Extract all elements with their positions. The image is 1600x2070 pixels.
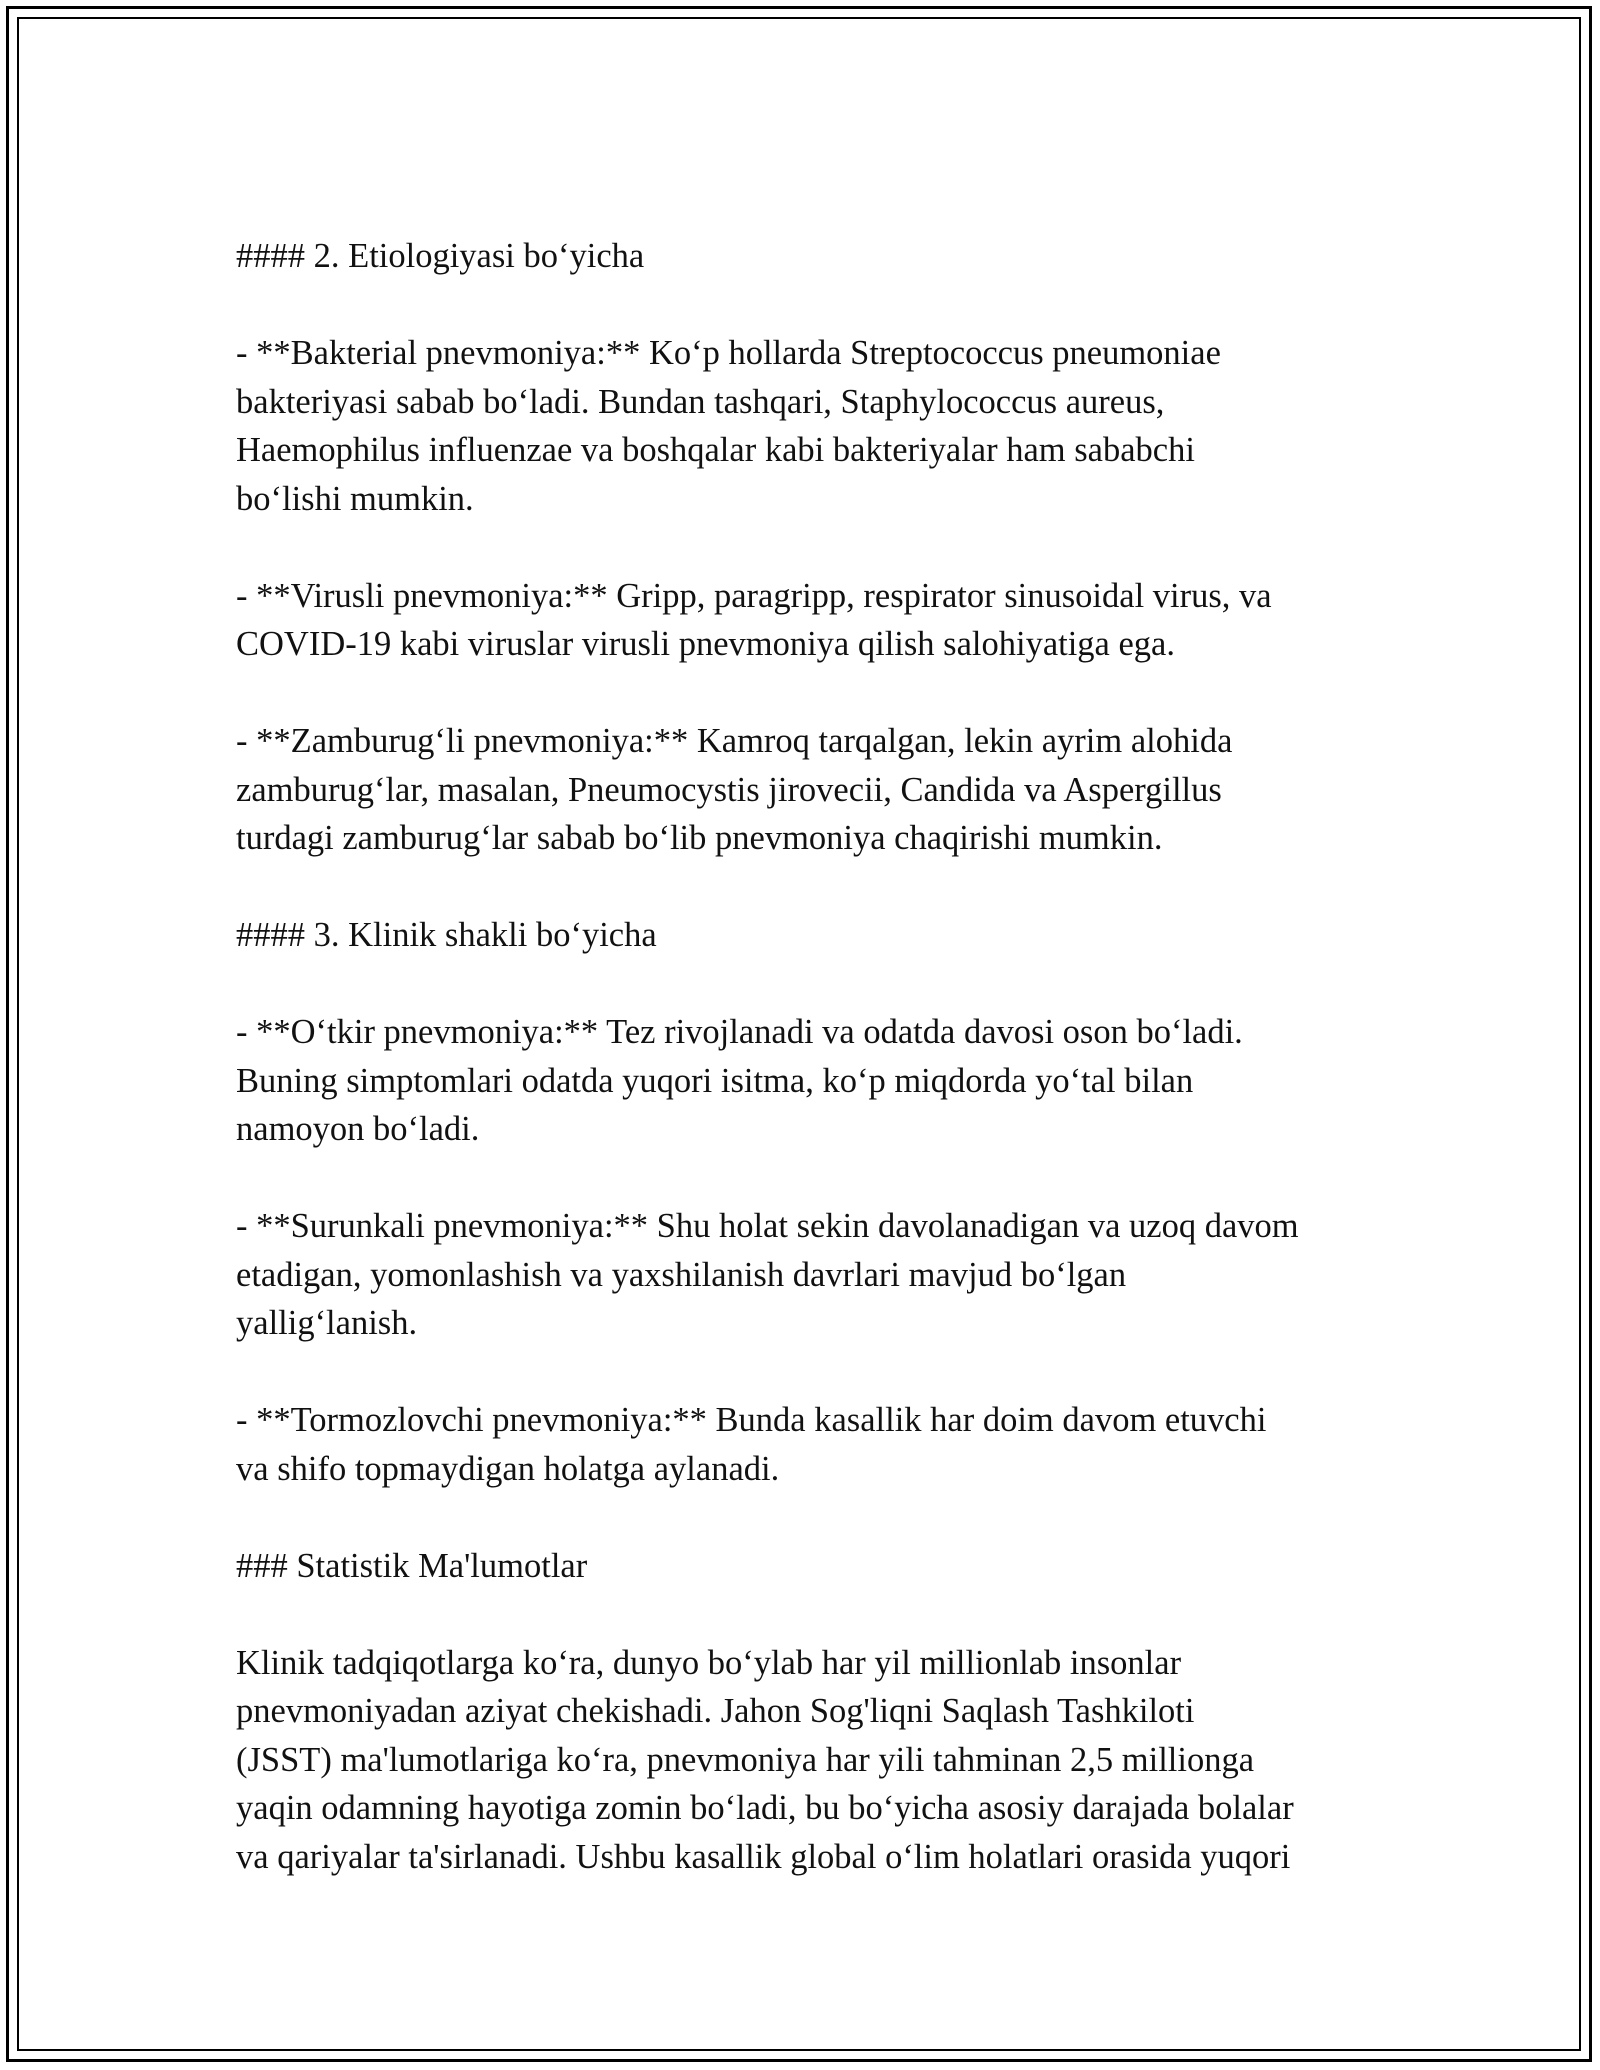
paragraph-persistent-pneumonia: - **Tormozlovchi pnevmoniya:** Bunda kasallik har doim davom etuvchi va shifo topmaydigan holatga aylanadi. — [236, 1401, 1267, 1488]
document-body — [236, 232, 1376, 1881]
paragraph-fungal-pneumonia: - **Zamburug‘li pnevmoniya:** Kamroq tarqalgan, lekin ayrim alohida zamburug‘lar, masalan, Pneumocystis jirovecii, Candida va Aspergillus turdagi zamburug‘lar sabab bo‘lib pnevmoniya chaqirishi mumkin. — [236, 722, 1233, 857]
heading-statistics: ### Statistik Ma'lumotlar — [236, 1546, 588, 1585]
paragraph-acute-pneumonia: - **O‘tkir pnevmoniya:** Tez rivojlanadi va odatda davosi oson bo‘ladi. Buning simptomlari odatda yuqori isitma, ko‘p miqdorda yo‘tal bilan namoyon bo‘ladi. — [236, 1013, 1243, 1148]
paragraph-chronic-pneumonia: - **Surunkali pnevmoniya:** Shu holat sekin davolanadigan va uzoq davom etadigan, yomonlashish va yaxshilanish davrlari mavjud bo‘lgan yallig‘lanish. — [236, 1207, 1299, 1342]
paragraph-viral-pneumonia: - **Virusli pnevmoniya:** Gripp, paragripp, respirator sinusoidal virus, va COVID-19 kabi viruslar virusli pnevmoniya qilish salohiyatiga ega. — [236, 576, 1272, 663]
paragraph-statistics: Klinik tadqiqotlarga ko‘ra, dunyo bo‘ylab har yil millionlab insonlar pnevmoniyadan aziyat chekishadi. Jahon Sog'liqni Saqlash Tashkiloti (JSST) ma'lumotlariga ko‘ra, pnevmoniya har yili tahminan 2,5 millionga yaqin odamning hayotiga zomin bo‘ladi, bu bo‘yicha asosiy darajada bolalar va qariyalar ta'sirlanadi. Ushbu kasallik global o‘lim holatlari orasida yuqori — [236, 1643, 1294, 1876]
paragraph-bacterial-pneumonia: - **Bakterial pnevmoniya:** Ko‘p hollarda Streptococcus pneumoniae bakteriyasi sabab bo‘ladi. Bundan tashqari, Staphylococcus aureus, Haemophilus influenzae va boshqalar kabi bakteriyalar ham sababchi bo‘lishi mumkin. — [236, 334, 1221, 518]
heading-etiology: #### 2. Etiologiyasi bo‘yicha — [236, 237, 645, 275]
heading-clinical-form: #### 3. Klinik shakli bo‘yicha — [236, 916, 657, 954]
